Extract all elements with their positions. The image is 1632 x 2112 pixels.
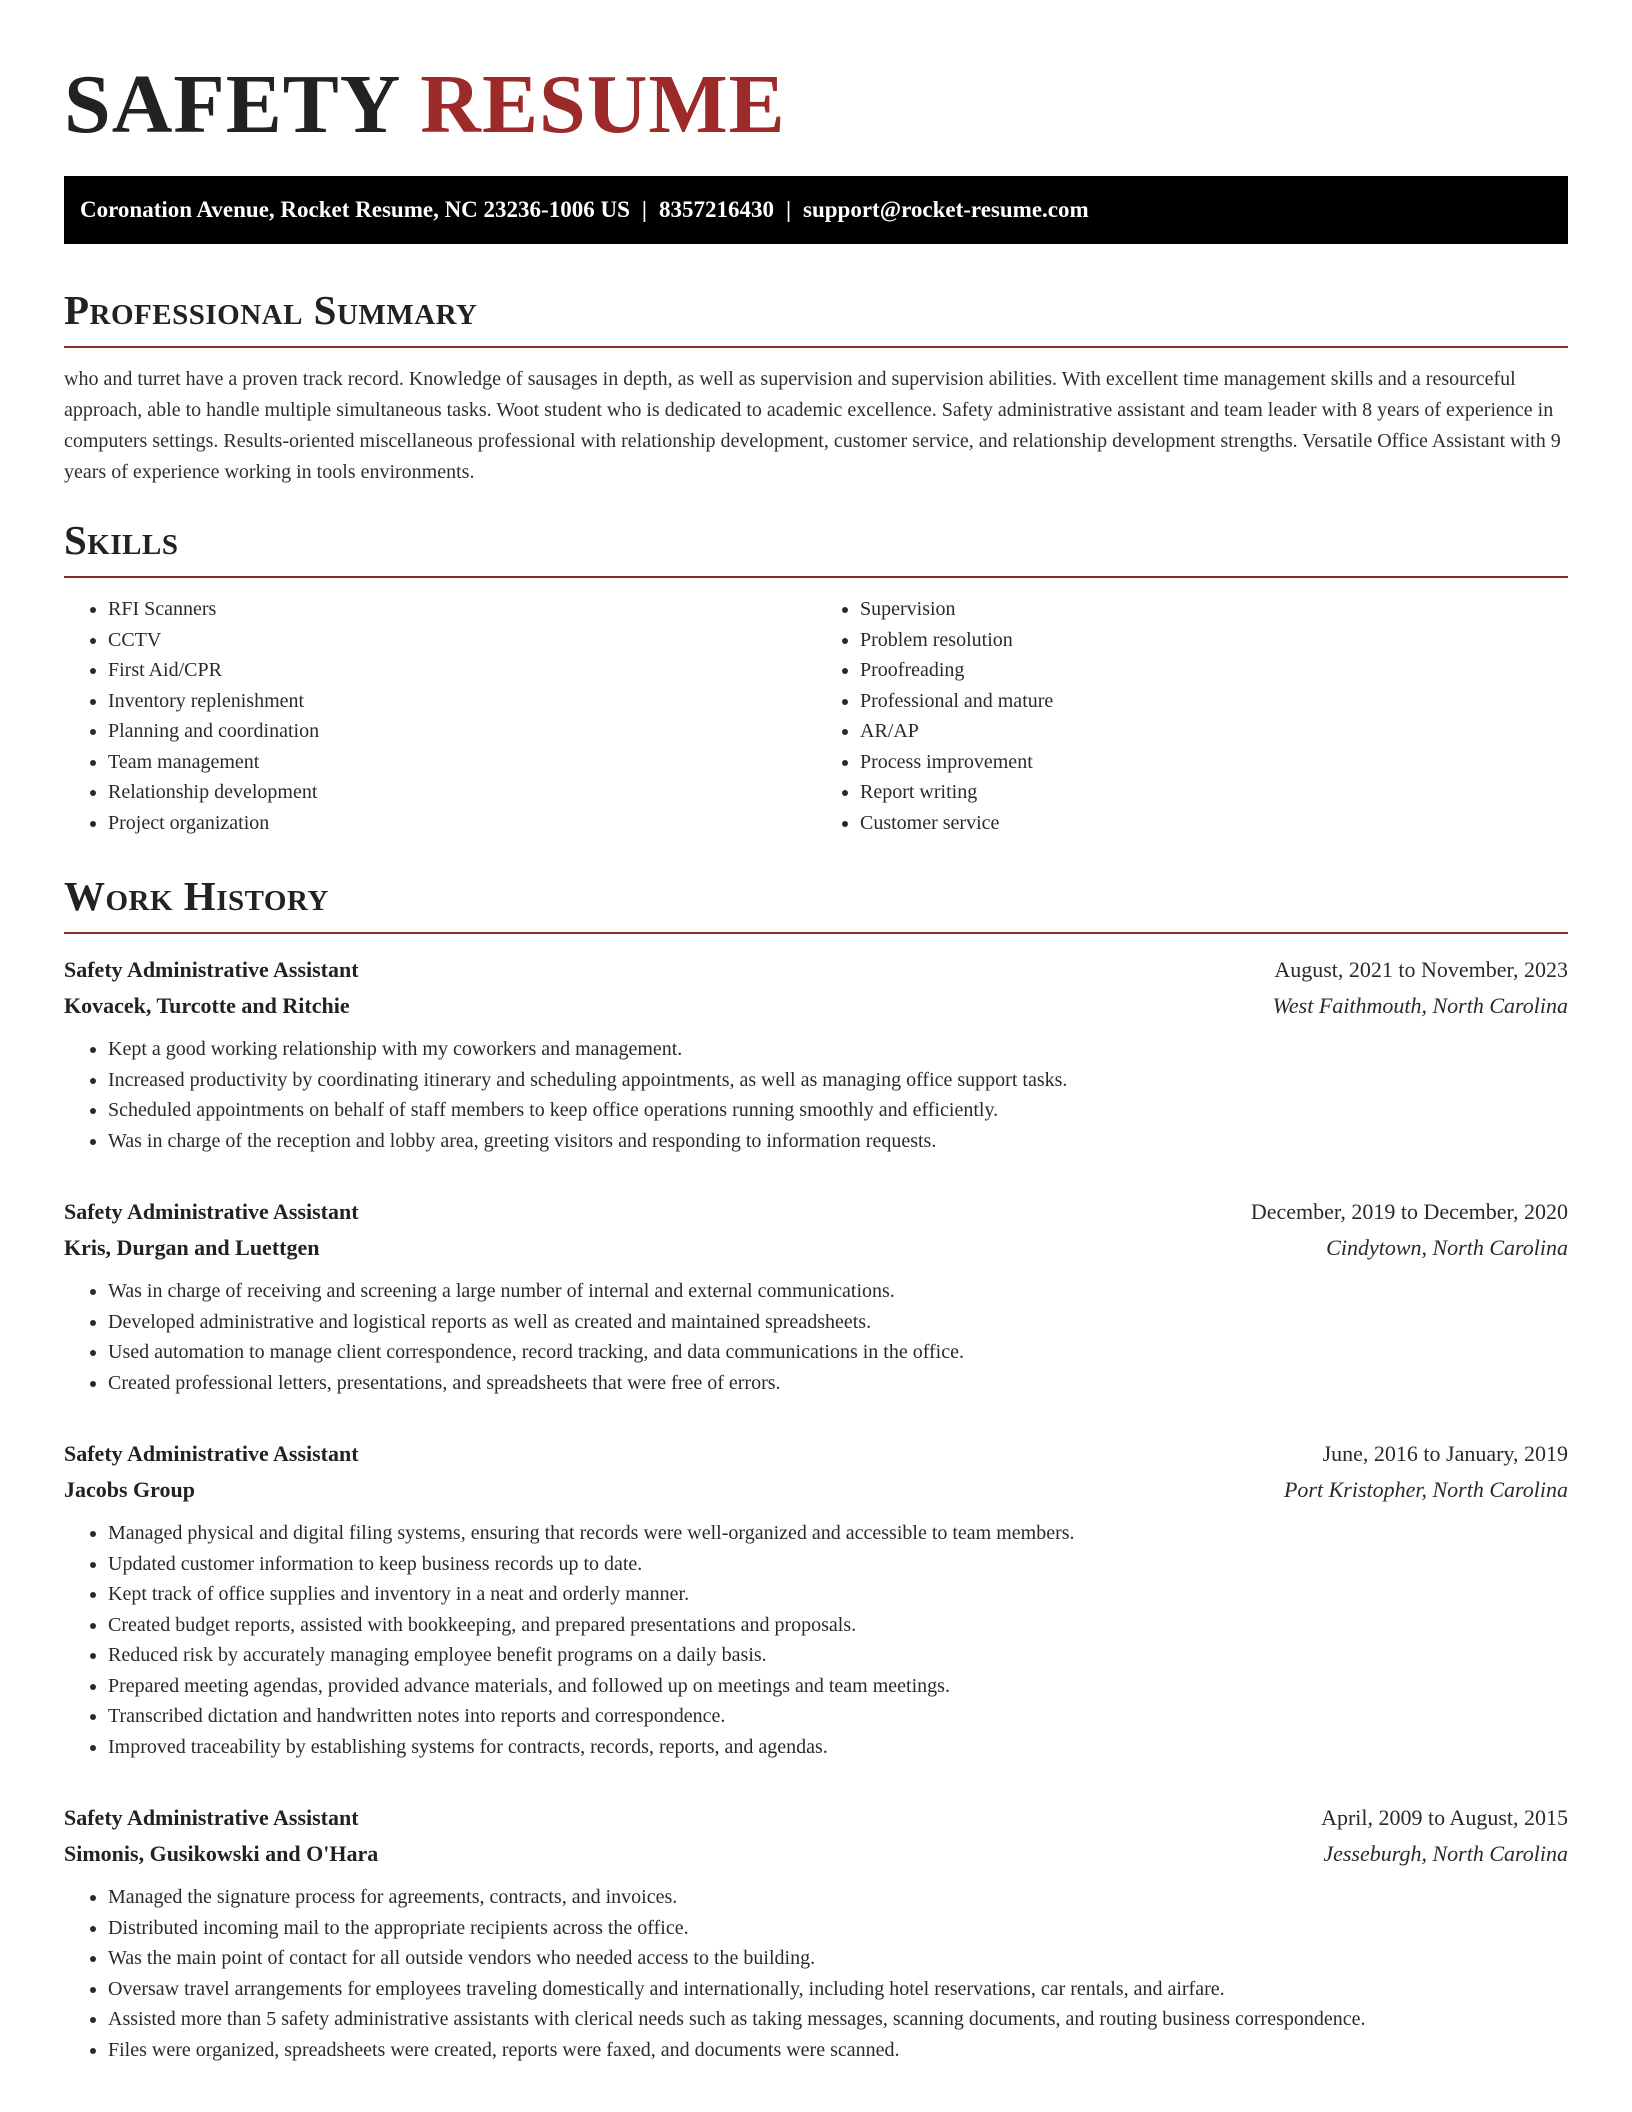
job-duty: • Managed physical and digital filing systems, ensuring that records were well-organized and accessible to team members. [108,1518,1568,1549]
summary-heading: Professional Summary [64,284,1568,348]
job-duty: • Was the main point of contact for all outside vendors who needed access to the building. [108,1943,1568,1974]
skill-item: • RFI Scanners [108,594,816,625]
job-duty: • Prepared meeting agendas, provided advance materials, and followed up on meetings and team meetings. [108,1671,1568,1702]
job-duty: • Improved traceability by establishing systems for contracts, records, reports, and agendas. [108,1732,1568,1763]
job-duty: • Kept a good working relationship with my coworkers and management. [108,1034,1568,1065]
job-duties [64,1518,1568,1762]
skill-item: • Proofreading [860,655,1568,686]
job-location: Port Kristopher, North Carolina [1283,1477,1568,1502]
job-subheader [64,1472,1568,1508]
job-duty: • Used automation to manage client correspondence, record tracking, and data communications in the office. [108,1337,1568,1368]
skill-item: • Process improvement [860,747,1568,778]
job-company: Jacobs Group [64,1477,196,1502]
skill-item: • CCTV [108,625,816,656]
job-company: Kris, Durgan and Luettgen [64,1235,320,1260]
skill-item: • Customer service [860,808,1568,839]
contact-phone: 8357216430 [658,197,774,222]
job-location: West Faithmouth, North Carolina [1272,993,1568,1018]
skills-heading: Skills [64,514,1568,578]
title-primary: SAFETY [64,58,399,151]
job-duty: • Was in charge of receiving and screening a large number of internal and external communications. [108,1276,1568,1307]
skills-column-right [816,594,1568,838]
skill-item: • First Aid/CPR [108,655,816,686]
job-duty: • Reduced risk by accurately managing employee benefit programs on a daily basis. [108,1640,1568,1671]
skill-item: • Problem resolution [860,625,1568,656]
job-title: Safety Administrative Assistant [64,1441,359,1466]
job-entry [64,1800,1568,2065]
skill-item: • AR/AP [860,716,1568,747]
skill-item: • Report writing [860,777,1568,808]
job-duty: • Was in charge of the reception and lobby area, greeting visitors and responding to information requests. [108,1126,1568,1157]
job-company: Kovacek, Turcotte and Ritchie [64,993,350,1018]
job-dates: June, 2016 to January, 2019 [1322,1441,1568,1466]
skill-item: • Professional and mature [860,686,1568,717]
skills-list [64,594,1568,838]
work-history-heading: Work History [64,870,1568,934]
job-duty: • Assisted more than 5 safety administrative assistants with clerical needs such as taking messages, scanning documents, and routing business correspondence. [108,2004,1568,2035]
job-dates: August, 2021 to November, 2023 [1274,957,1568,982]
job-duty: • Transcribed dictation and handwritten notes into reports and correspondence. [108,1701,1568,1732]
job-duties [64,1276,1568,1398]
job-duty: • Increased productivity by coordinating itinerary and scheduling appointments, as well as managing office support tasks. [108,1065,1568,1096]
job-duty: • Distributed incoming mail to the appropriate recipients across the office. [108,1913,1568,1944]
job-location: Jesseburgh, North Carolina [1323,1841,1568,1866]
page-title [64,0,1568,160]
skills-column-left [64,594,816,838]
job-header [64,952,1568,988]
job-header [64,1436,1568,1472]
title-accent: RESUME [420,58,786,151]
skill-item: • Supervision [860,594,1568,625]
job-dates: April, 2009 to August, 2015 [1321,1805,1568,1830]
job-subheader [64,1230,1568,1266]
summary-text: who and turret have a proven track record. Knowledge of sausages in depth, as well as supervision and supervision abilities. With excellent time management skills and a resourceful approach, able to handle multiple simultaneous tasks. Woot student who is dedicated to academic excellence. Safety administrative assistant and team leader with 8 years of experience in computers settings. Results-oriented miscellaneous professional with relationship development, customer service, and relationship development strengths. Versatile Office Assistant with 9 years of experience working in tools environments. [64,368,1561,483]
job-subheader [64,1836,1568,1872]
job-duty: • Updated customer information to keep business records up to date. [108,1549,1568,1580]
job-header [64,1194,1568,1230]
job-duty: • Created budget reports, assisted with bookkeeping, and prepared presentations and proposals. [108,1610,1568,1641]
job-duty: • Files were organized, spreadsheets were created, reports were faxed, and documents were scanned. [108,2035,1568,2066]
skill-item: • Project organization [108,808,816,839]
contact-separator: | [785,197,792,222]
job-duty: • Kept track of office supplies and inventory in a neat and orderly manner. [108,1579,1568,1610]
job-company: Simonis, Gusikowski and O'Hara [64,1841,379,1866]
job-duty: • Created professional letters, presentations, and spreadsheets that were free of errors. [108,1368,1568,1399]
job-duty: • Scheduled appointments on behalf of staff members to keep office operations running smoothly and efficiently. [108,1095,1568,1126]
skill-item: • Planning and coordination [108,716,816,747]
job-title: Safety Administrative Assistant [64,957,359,982]
skill-item: • Team management [108,747,816,778]
skill-item: • Inventory replenishment [108,686,816,717]
job-title: Safety Administrative Assistant [64,1805,359,1830]
job-subheader [64,988,1568,1024]
contact-separator: | [641,197,647,222]
job-location: Cindytown, North Carolina [1326,1235,1568,1260]
job-duties [64,1882,1568,2065]
job-duty: • Oversaw travel arrangements for employees traveling domestically and internationally, including hotel reservations, car rentals, and airfare. [108,1974,1568,2005]
job-duty: • Managed the signature process for agreements, contracts, and invoices. [108,1882,1568,1913]
job-entry [64,952,1568,1156]
job-entry [64,1194,1568,1398]
job-header [64,1800,1568,1836]
job-entry [64,1436,1568,1762]
job-title: Safety Administrative Assistant [64,1199,359,1224]
contact-email: support@rocket-resume.com [803,197,1089,222]
job-dates: December, 2019 to December, 2020 [1250,1199,1568,1224]
contact-address: Coronation Avenue, Rocket Resume, NC 23236-1006 US [80,197,630,222]
job-duties [64,1034,1568,1156]
contact-bar [64,176,1568,244]
job-duty: • Developed administrative and logistical reports as well as created and maintained spreadsheets. [108,1307,1568,1338]
skill-item: • Relationship development [108,777,816,808]
